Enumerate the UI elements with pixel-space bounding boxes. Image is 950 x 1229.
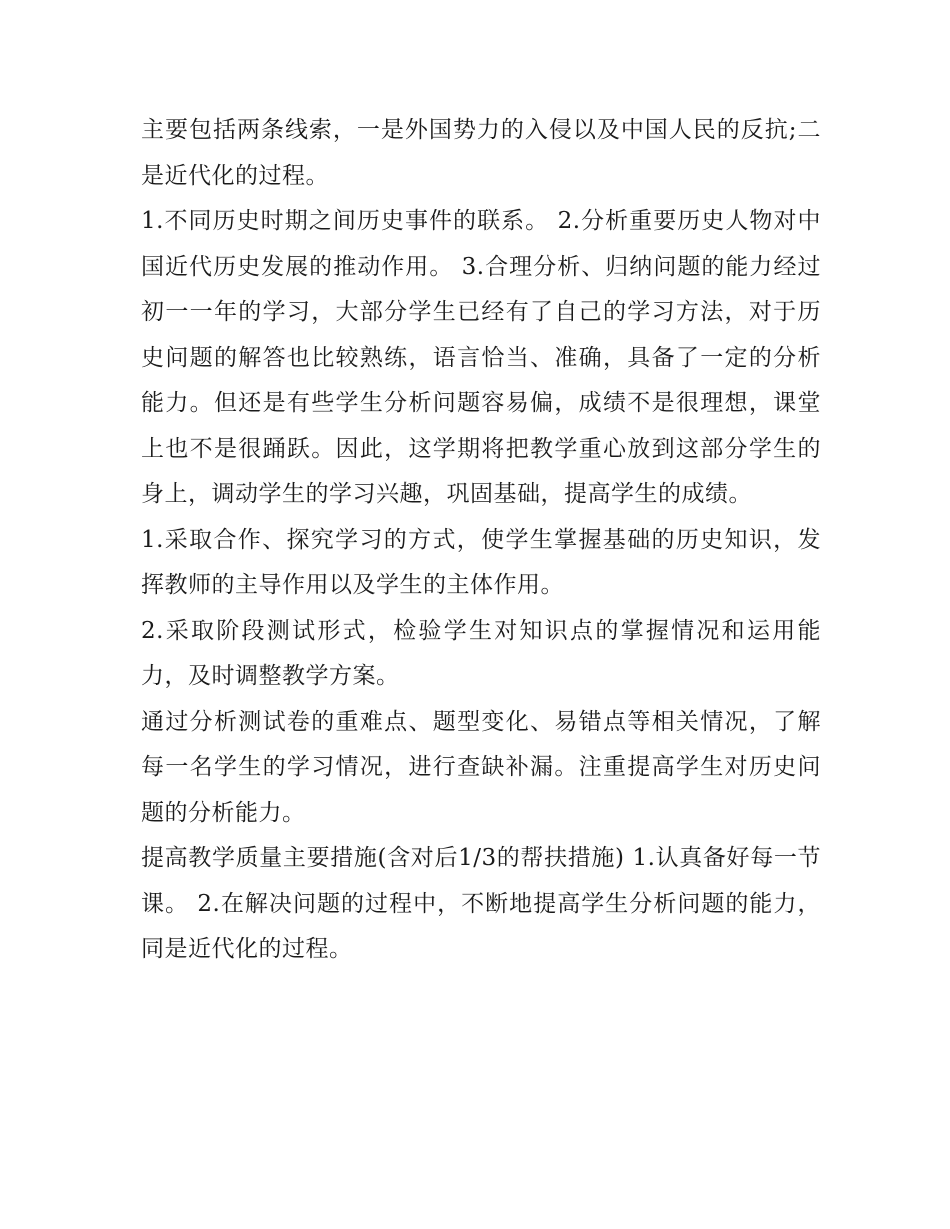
- paragraph-method-2: 2.采取阶段测试形式，检验学生对知识点的掌握情况和运用能力，及时调整教学方案。: [141, 617, 821, 689]
- paragraph-goals-and-analysis: 1.不同历史时期之间历史事件的联系。 2.分析重要历史人物对中国近代历史发展的推动作用。 3.合理分析、归纳问题的能力经过初一一年的学习，大部分学生已经有了自己的学习方法，对于历史问题的解答也比较熟练，语言恰当、准确，具备了一定的分析能力。但还是有些学生分析问题容易偏，成绩不是很理想，课堂上也不是很踊跃。因此，这学期将把教学重心放到这部分学生的身上，调动学生的学习兴趣，巩固基础，提高学生的成绩。: [141, 208, 821, 507]
- paragraph-test-analysis: 通过分析测试卷的重难点、题型变化、易错点等相关情况，了解每一名学生的学习情况，进行查缺补漏。注重提高学生对历史问题的分析能力。: [141, 708, 821, 826]
- paragraph-measures: 提高教学质量主要措施(含对后1/3的帮扶措施) 1.认真备好每一节课。 2.在解决问题的过程中，不断地提高学生分析问题的能力，同是近代化的过程。: [141, 845, 821, 962]
- paragraph-method-1: 1.采取合作、探究学习的方式，使学生掌握基础的历史知识，发挥教师的主导作用以及学生的主体作用。: [141, 526, 821, 598]
- document-body: [141, 108, 821, 973]
- paragraph-clues: 主要包括两条线索，一是外国势力的入侵以及中国人民的反抗;二是近代化的过程。: [141, 117, 821, 189]
